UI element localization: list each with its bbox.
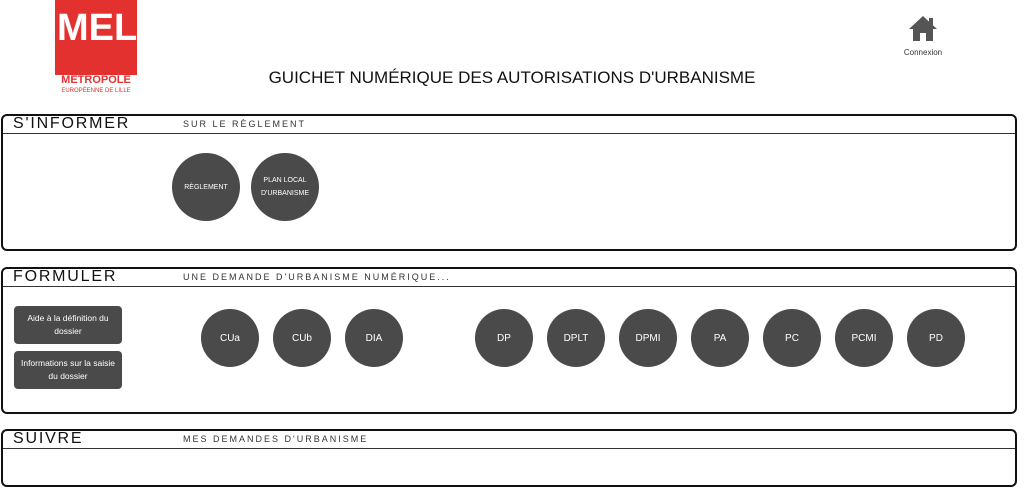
section-informer — [1, 114, 1017, 251]
section-subtitle: MES DEMANDES D'URBANISME — [183, 434, 369, 444]
section-title: FORMULER — [13, 268, 118, 285]
section-header — [3, 116, 1015, 134]
dplt-button[interactable]: DPLT — [547, 309, 605, 367]
login-link[interactable] — [898, 14, 948, 57]
dp-button[interactable]: DP — [475, 309, 533, 367]
section-formuler — [1, 267, 1017, 414]
pc-button[interactable]: PC — [763, 309, 821, 367]
dia-button[interactable]: DIA — [345, 309, 403, 367]
section-title: SUIVRE — [13, 430, 84, 447]
section-header — [3, 431, 1015, 449]
section-title: S'INFORMER — [13, 115, 131, 132]
section-header — [3, 269, 1015, 287]
pa-button[interactable]: PA — [691, 309, 749, 367]
cub-button[interactable]: CUb — [273, 309, 331, 367]
page-title: GUICHET NUMÉRIQUE DES AUTORISATIONS D'URBANISME — [268, 68, 756, 87]
aide-definition-button[interactable]: Aide à la définition du dossier — [14, 306, 122, 344]
pcmi-button[interactable]: PCMI — [835, 309, 893, 367]
login-label: Connexion — [903, 48, 943, 57]
logo-mark: MEL — [57, 7, 138, 49]
informations-saisie-button[interactable]: Informations sur la saisie du dossier — [14, 351, 122, 389]
logo-name: MÉTROPOLE — [61, 74, 131, 86]
logo-subtitle: EUROPÉENNE DE LILLE — [61, 88, 131, 94]
plu-button[interactable]: PLAN LOCAL D'URBANISME — [251, 153, 319, 221]
pd-button[interactable]: PD — [907, 309, 965, 367]
cua-button[interactable]: CUa — [201, 309, 259, 367]
logo-red-block — [55, 0, 137, 75]
section-subtitle: SUR LE RÈGLEMENT — [183, 119, 307, 129]
section-subtitle: UNE DEMANDE D'URBANISME NUMÉRIQUE... — [183, 272, 451, 282]
dpmi-button[interactable]: DPMI — [619, 309, 677, 367]
reglement-button[interactable]: RÈGLEMENT — [172, 153, 240, 221]
home-icon — [907, 14, 939, 42]
section-suivre — [1, 429, 1017, 487]
